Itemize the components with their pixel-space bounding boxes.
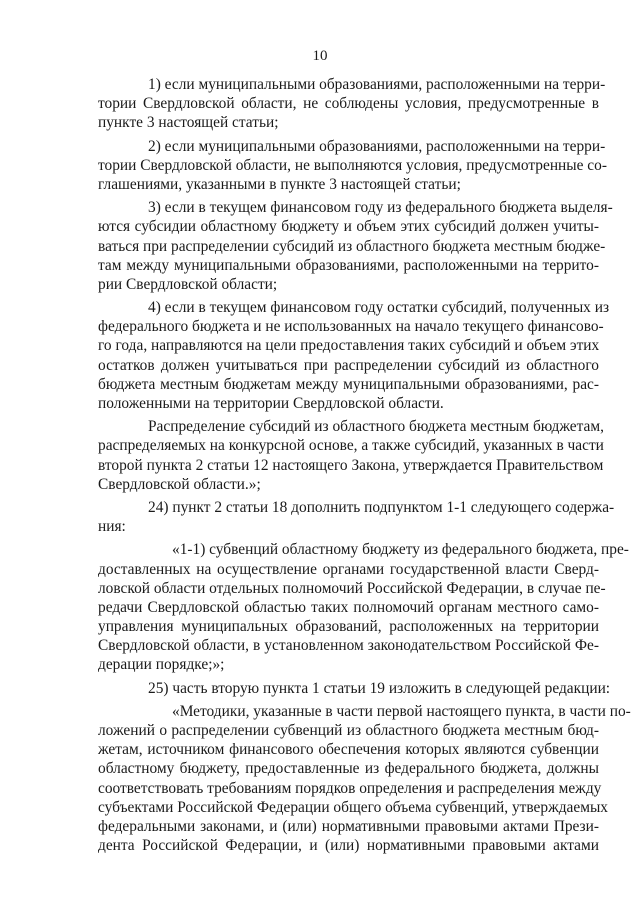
text-line: рии Свердловской области; (98, 275, 278, 293)
text-line: там между муниципальными образованиями, расположенными на террито- (98, 256, 599, 274)
text-line: ловской области отдельных полномочий Российской Федерации, в случае пе- (98, 579, 606, 597)
document-body (98, 75, 631, 855)
text-line: тории Свердловской области, не соблюдены условия, предусмотренные в (98, 95, 599, 113)
text-line: ложений о распределении субвенций из областного бюджета местным бюд- (98, 722, 599, 739)
text-line: 3) если в текущем финансовом году из федерального бюджета выделя- (148, 199, 613, 217)
text-line: редачи Свердловской областью таких полномочий органам местного само- (98, 598, 599, 616)
text-line: дерации порядке;»; (98, 656, 225, 674)
text-line: 25) часть вторую пункта 1 статьи 19 изложить в следующей редакции: (148, 679, 611, 697)
text-line: соответствовать требованиям порядков определения и распределения между (98, 779, 602, 797)
text-line: Свердловской области, в установленном законодательством Российской Фе- (98, 637, 599, 655)
text-line: остатков должен учитываться при распределении субсидий из областного (98, 356, 599, 374)
text-line: 4) если в текущем финансовом году остатки субсидий, полученных из (148, 299, 610, 317)
text-line: 24) пункт 2 статьи 18 дополнить подпунктом 1-1 следующего содержа- (148, 498, 615, 516)
text-line: областному бюджету, предоставленные из федерального бюджета, должны (98, 760, 599, 778)
text-line: Свердловской области.»; (98, 475, 261, 493)
text-line: «Методики, указанные в части первой настоящего пункта, в части по- (172, 702, 631, 720)
text-line: доставленных на осуществление органами государственной власти Сверд- (98, 560, 599, 578)
text-line: 2) если муниципальными образованиями, расположенными на терри- (148, 137, 606, 155)
text-line: «1-1) субвенций областному бюджету из федерального бюджета, пре- (172, 541, 629, 559)
text-line: го года, направляются на цели предоставления таких субсидий и объем этих (98, 337, 600, 355)
text-line: ния: (98, 518, 126, 536)
text-line: ваться при распределении субсидий из областного бюджета местным бюдже- (98, 237, 606, 255)
text-line: субъектами Российской Федерации общего объема субвенций, утверждаемых (98, 798, 608, 816)
text-line: пункте 3 настоящей статьи; (98, 114, 279, 132)
text-line: дента Российской Федерации, и (или) нормативными правовыми актами (98, 837, 599, 855)
text-line: федерального бюджета и не использованных на начало текущего финансово- (98, 318, 604, 336)
text-line: 1) если муниципальными образованиями, расположенными на терри- (148, 76, 606, 93)
text-line: бюджета местным бюджетам между муниципальными образованиями, рас- (98, 375, 599, 393)
page-number: 10 (312, 48, 328, 64)
text-line: Распределение субсидий из областного бюджета местным бюджетам, (148, 418, 604, 436)
text-line: распределяемых на конкурсной основе, а также субсидий, указанных в части (98, 437, 604, 455)
text-line: жетам, источником финансового обеспечения которых являются субвенции (98, 741, 599, 759)
text-line: управления муниципальных образований, расположенных на территории (98, 618, 599, 636)
text-line: тории Свердловской области, не выполняются условия, предусмотренные со- (98, 156, 607, 174)
text-line: глашениями, указанными в пункте 3 настоящей статьи; (98, 175, 461, 193)
text-line: федеральными законами, и (или) нормативными правовыми актами Прези- (98, 817, 599, 835)
text-line: второй пункта 2 статьи 12 настоящего Закона, утверждается Правительством (98, 456, 604, 474)
text-line: ются субсидии областному бюджету и объем этих субсидий должен учиты- (98, 218, 599, 236)
text-line: положенными на территории Свердловской области. (98, 395, 444, 412)
